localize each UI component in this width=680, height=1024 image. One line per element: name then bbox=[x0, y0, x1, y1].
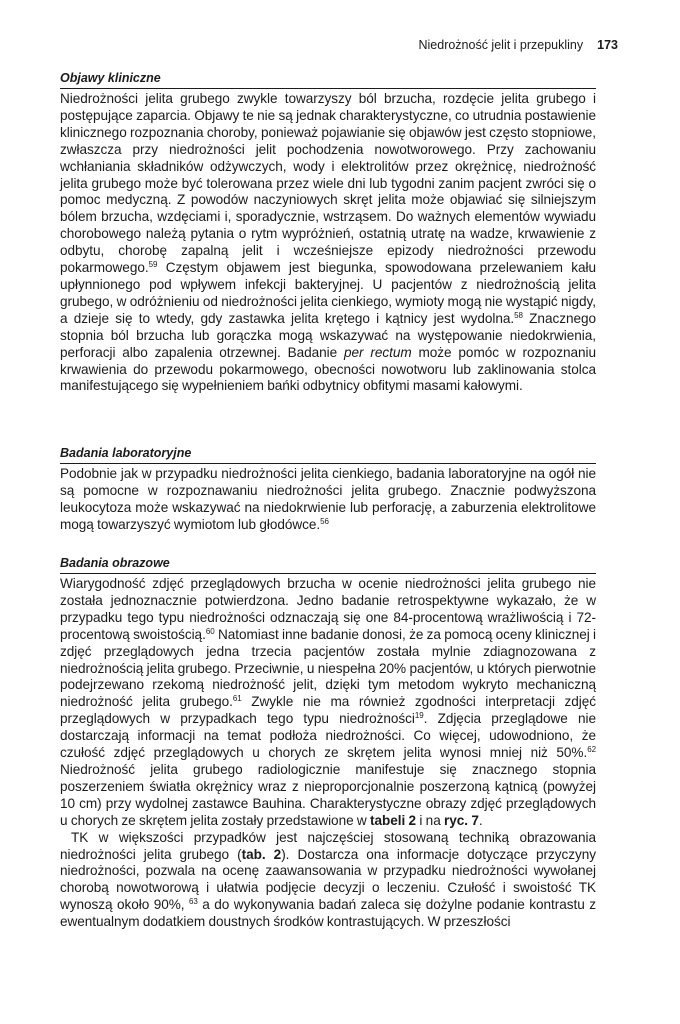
citation-ref: 61 bbox=[232, 694, 242, 704]
body-paragraph: Podobnie jak w przypadku niedrożności jelita cienkiego, badania laboratoryjne na ogół nie są pomocne w rozpoznawaniu niedrożności jelita grubego. Znacznie podwyższona leukocytoza może wskazywać na niedokrwienie lub perforację, a zaburzenia elektrolitowe mogą towarzyszyć wymiotom lub głodówce.$^{56}$ bbox=[60, 466, 596, 532]
table-reference: tabeli 2 bbox=[370, 812, 417, 828]
body-paragraph: Wiarygodność zdjęć przeglądowych brzucha w ocenie niedrożności jelita grubego nie została jednoznacznie potwierdzona. Jedno badanie retrospektywne wykazało, że w przypadku tego typu niedrożności odznaczają się one 84-procentową wrażliwością i 72-procentową swoistością.$^{60}$ Natomiast inne badanie donosi, że za pomocą oceny klinicznej i zdjęć przeglądowych jedna trzecia pacjentów została mylnie zdiagnozowana z niedrożnością jelita grubego. Przeciwnie, u niespełna 20% pacjentów, u których pierwotnie podejrzewano rzekomą niedrożność jelit, dzięki tym metodom wykryto mechaniczną niedrożność jelita grubego.$^{61}$ Zwykle nie ma również zgodności interpretacji zdjęć przeglądowych w przypadkach tego typu niedrożności$^{19}$. Zdjęcia przeglądowe nie dostarczają informacji na temat podłoża niedrożności. Co więcej, udowodniono, że czułość zdjęć przeglądowych u chorych ze skrętem jelita wynosi mniej niż 50%.$^{62}$ Niedrożność jelita grubego radiologicznie manifestuje się znacznego stopnia poszerzeniem światła okrężnicy wraz z nieproporcjonalnie poszerzoną kątnicą (powyżej 10 cm) przy wydolnej zastawce Bauhina. Charakterystyczne obrazy zdjęć przeglądowych u chorych ze skrętem jelita zostały przedstawione w tabeli 2 i na ryc. 7. bbox=[60, 576, 597, 828]
citation-ref: 58 bbox=[514, 310, 523, 320]
table-reference: tab. 2 bbox=[241, 846, 282, 862]
citation-ref: 56 bbox=[320, 516, 329, 526]
section-heading: Badania laboratoryjne bbox=[60, 446, 596, 464]
page-number: 173 bbox=[597, 38, 618, 52]
section-heading: Objawy kliniczne bbox=[60, 71, 596, 89]
citation-ref: 63 bbox=[189, 897, 198, 907]
figure-reference: ryc. 7 bbox=[444, 812, 479, 828]
citation-ref: 59 bbox=[148, 260, 158, 270]
body-paragraph: TK w większości przypadków jest najczęściej stosowaną techniką obrazowania niedrożności jelita grubego (tab. 2). Dostarcza ona informacje dotyczące przyczyny niedrożności, pozwala na ocenę zaawansowania w przypadku niedrożności wywołanej chorobą nowotworową i ułatwia podjęcie decyzji o leczeniu. Czułość i swoistość TK wynoszą około 90%, $^{63}$ a do wykonywania badań zaleca się dożylne podanie kontrastu z ewentualnym dodatkiem doustnych środków kontrastujących. W przeszłości bbox=[60, 829, 596, 930]
italic-term: per rectum bbox=[344, 344, 412, 360]
body-paragraph: Niedrożności jelita grubego zwykle towarzyszy ból brzucha, rozdęcie jelita grubego i postępujące zaparcia. Objawy te nie są jednak charakterystyczne, co utrudnia postawienie klinicznego rozpoznania choroby, ponieważ pojawianie się objawów jest często stopniowe, zwłaszcza przy niedrożności jelit pochodzenia nowotworowego. Przy zachowaniu wchłaniania składników odżywczych, wody i elektrolitów przez okrężnicę, niedrożność jelita grubego może być tolerowana przez wiele dni lub tygodni zanim pacjent zwróci się o pomoc medyczną. Z powodów naczyniowych skręt jelita może objawiać się silniejszym bólem brzucha, wzdęciami i, sporadycznie, wstrząsem. Do ważnych elementów wywiadu chorobowego należą pytania o rytm wypróżnień, ostatnią utratę na wadze, krwawienie z odbytu, chorobę zapalną jelit i wcześniejsze epizody niedrożności przewodu pokarmowego.$^{59}$ Częstym objawem jest biegunka, spowodowana przelewaniem kału upłynnionego pod wpływem infekcji bakteryjnej. U pacjentów z niedrożnością jelita grubego, w odróżnieniu od niedrożności jelita cienkiego, wymioty mogą nie wystąpić nigdy, a dzieje się to wtedy, gdy zastawka jelita krętego i kątnicy jest wydolna.$^{58}$ Znacznego stopnia ból brzucha lub gorączka mogą wskazywać na występowanie niedokrwienia, perforacji albo zapalenia otrzewnej. Badanie per rectum może pomóc w rozpoznaniu krwawienia do przewodu pokarmowego, obecności nowotworu lub zaklinowania stolca manifestującego się wypełnieniem bańki odbytnicy obfitymi masami kałowymi. bbox=[60, 91, 596, 394]
section-heading: Badania obrazowe bbox=[60, 556, 596, 574]
section-objawy-kliniczne bbox=[60, 71, 596, 395]
citation-ref: 62 bbox=[587, 745, 596, 755]
section-badania-obrazowe bbox=[60, 556, 596, 931]
section-badania-laboratoryjne bbox=[60, 446, 596, 534]
running-title: Niedrożność jelit i przepukliny bbox=[418, 38, 584, 52]
citation-ref: 60 bbox=[205, 626, 215, 636]
running-header bbox=[60, 38, 618, 53]
citation-ref: 19 bbox=[414, 711, 424, 721]
